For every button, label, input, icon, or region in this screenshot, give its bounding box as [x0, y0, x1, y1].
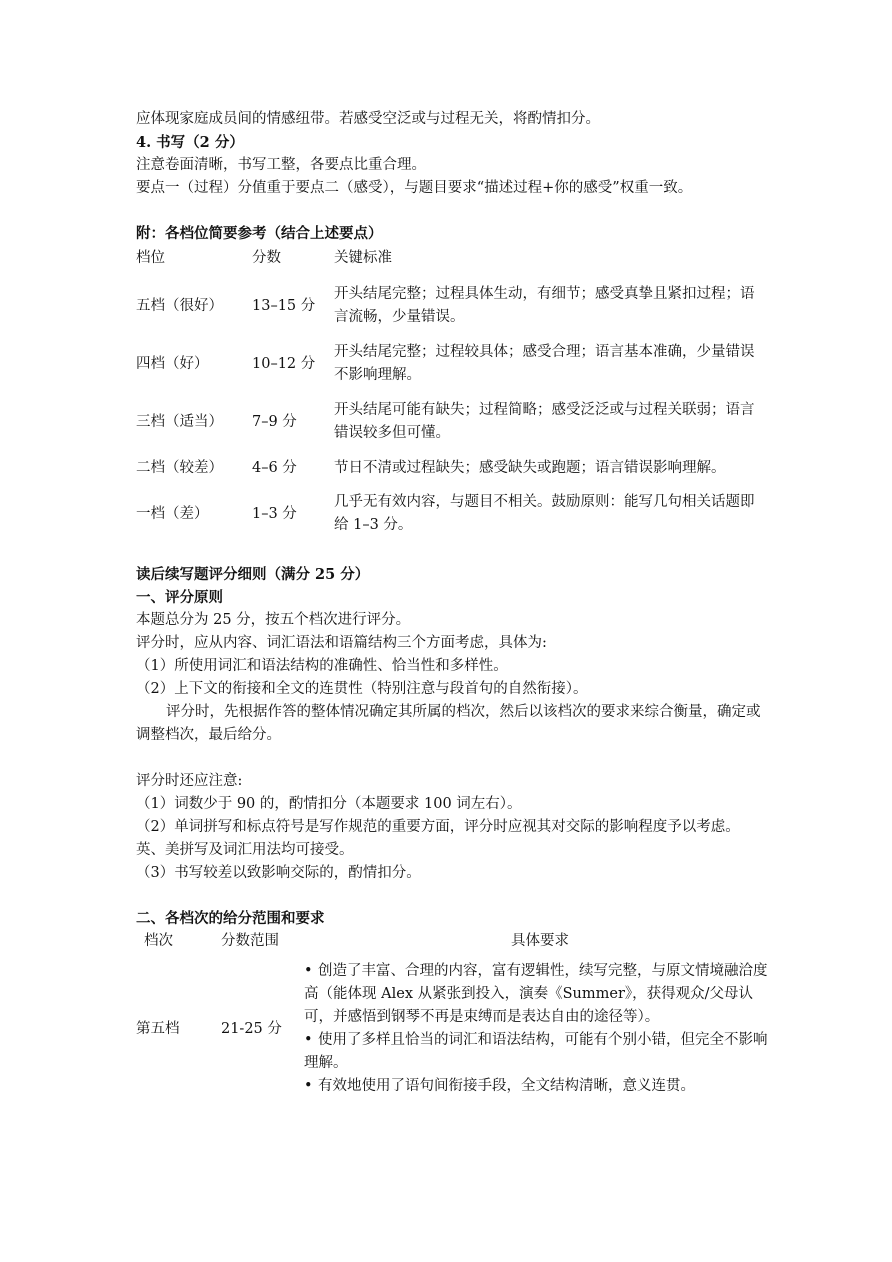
bullet-icon: • — [304, 963, 313, 979]
text-line: （1）词数少于 90 的，酌情扣分（本题要求 100 词左右）。 — [136, 796, 522, 812]
table-cell-criteria: 几乎无有效内容，与题目不相关。鼓励原则：能写几句相关话题即给 1–3 分。 — [334, 494, 755, 533]
table-cell-score: 1–3 分 — [252, 505, 297, 522]
table-cell-score: 7–9 分 — [252, 413, 297, 430]
table-header-cell: 具体要求 — [511, 933, 569, 949]
table-row — [136, 451, 756, 485]
bullet-item — [304, 960, 776, 1029]
table-cell-criteria: 开头结尾完整；过程具体生动，有细节；感受真挚且紧扣过程；语言流畅，少量错误。 — [334, 286, 755, 325]
paragraph: 评分时，先根据作答的整体情况确定其所属的档次，然后以该档次的要求来综合衡量，确定或调整档次，最后给分。 — [136, 704, 761, 743]
table-cell-level: 五档（很好） — [136, 297, 223, 314]
bullet-text: 使用了多样且恰当的词汇和语法结构，可能有个别小错，但完全不影响理解。 — [304, 1032, 768, 1071]
table-header-cell: 关键标准 — [334, 250, 392, 266]
grading-table — [136, 930, 776, 1098]
table-header-row — [136, 247, 756, 277]
table-header-cell: 档次 — [144, 933, 173, 949]
document-page — [136, 108, 776, 1098]
table-cell-score: 10–12 分 — [252, 355, 316, 372]
section-heading: 4. 书写（2 分） — [136, 134, 244, 151]
table-cell-requirements — [304, 960, 776, 1098]
table-header-row — [136, 930, 776, 960]
text-line: （1）所使用词汇和语法结构的准确性、恰当性和多样性。 — [136, 658, 508, 674]
text-line: 评分时，应从内容、词汇语法和语篇结构三个方面考虑，具体为: — [136, 635, 547, 651]
text-line: 要点一（过程）分值重于要点二（感受），与题目要求“描述过程+你的感受”权重一致。 — [136, 180, 693, 196]
bullet-item — [304, 1029, 776, 1075]
table-header-cell: 档位 — [136, 250, 165, 266]
bullet-icon: • — [304, 1032, 313, 1048]
continuation-title: 读后续写题评分细则（满分 25 分） — [136, 566, 370, 583]
table-cell-score: 4–6 分 — [252, 459, 297, 476]
table-cell-score: 13–15 分 — [252, 297, 316, 314]
text-line: 注意卷面清晰，书写工整，各要点比重合理。 — [136, 157, 426, 173]
table-cell-level: 第五档 — [136, 1020, 180, 1037]
appendix-table — [136, 247, 756, 543]
text-line: （3）书写较差以致影响交际的，酌情扣分。 — [136, 865, 421, 881]
text-line: 本题总分为 25 分，按五个档次进行评分。 — [136, 612, 411, 628]
table-cell-level: 四档（好） — [136, 355, 209, 372]
text-line: （2）上下文的衔接和全文的连贯性（特别注意与段首句的自然衔接）。 — [136, 681, 588, 697]
appendix-title: 附：各档位简要参考（结合上述要点） — [136, 225, 383, 242]
table-cell-level: 一档（差） — [136, 505, 209, 522]
table-row — [136, 393, 756, 451]
table-row — [136, 335, 756, 393]
table-cell-range: 21-25 分 — [220, 1020, 282, 1037]
bullet-icon: • — [304, 1078, 313, 1094]
table-row — [136, 277, 756, 335]
table-cell-criteria: 开头结尾完整；过程较具体；感受合理；语言基本准确，少量错误不影响理解。 — [334, 344, 755, 383]
table-cell-level: 三档（适当） — [136, 413, 223, 430]
bullet-text: 创造了丰富、合理的内容，富有逻辑性，续写完整，与原文情境融洽度高（能体现 Alex 从紧张到投入，演奏《Summer》，获得观众/父母认可，并感悟到钢琴不再是束缚而是表达自由的途径等）。 — [304, 963, 768, 1025]
paragraph: （2）单词拼写和标点符号是写作规范的重要方面，评分时应视其对交际的影响程度予以考虑。英、美拼写及词汇用法均可接受。 — [136, 819, 740, 858]
section-heading: 二、各档次的给分范围和要求 — [136, 910, 325, 927]
section-heading: 一、评分原则 — [136, 589, 223, 606]
bullet-text: 有效地使用了语句间衔接手段，全文结构清晰，意义连贯。 — [318, 1078, 696, 1094]
table-row — [136, 485, 756, 543]
text-line: 评分时还应注意: — [136, 773, 243, 789]
bullet-item — [304, 1075, 776, 1098]
table-cell-criteria: 节日不清或过程缺失；感受缺失或跑题；语言错误影响理解。 — [334, 459, 726, 476]
table-row — [136, 960, 776, 1098]
table-cell-criteria: 开头结尾可能有缺失；过程简略；感受泛泛或与过程关联弱；语言错误较多但可懂。 — [334, 402, 755, 441]
table-header-cell: 分数 — [252, 250, 281, 266]
table-cell-level: 二档（较差） — [136, 459, 223, 476]
text-line: 应体现家庭成员间的情感纽带。若感受空泛或与过程无关，将酌情扣分。 — [136, 111, 600, 127]
table-header-cell: 分数范围 — [220, 933, 279, 949]
